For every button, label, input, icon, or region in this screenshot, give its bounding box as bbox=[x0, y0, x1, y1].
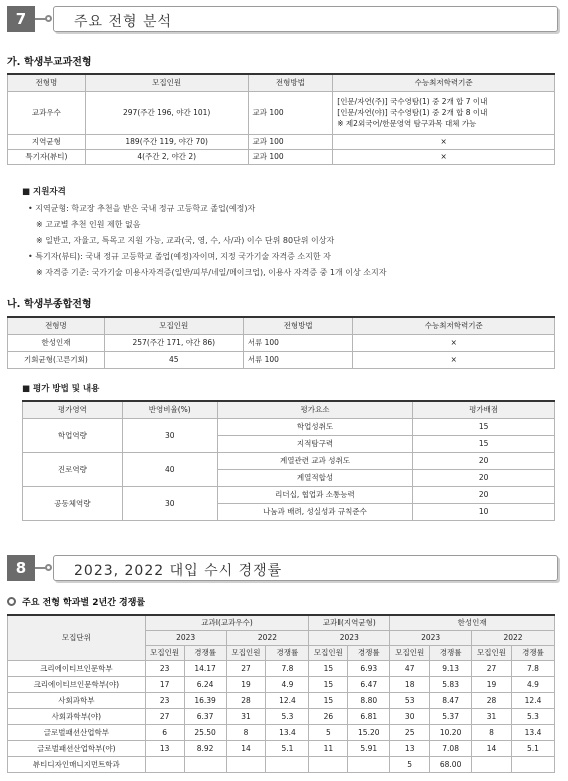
table-row bbox=[8, 740, 555, 756]
subheading-a: 가. 학생부교과전형 bbox=[7, 57, 92, 68]
table-row bbox=[8, 676, 555, 692]
table-row bbox=[8, 334, 555, 351]
value-cell: 27 bbox=[145, 708, 184, 724]
value-cell: 5.3 bbox=[512, 708, 555, 724]
value-cell: 26 bbox=[309, 708, 348, 724]
cell: 20 bbox=[413, 469, 555, 486]
value-cell: 13.4 bbox=[266, 724, 309, 740]
value-cell: 8 bbox=[472, 724, 512, 740]
unit-name-cell: 글로벌패션산업학부 bbox=[8, 724, 146, 740]
cell: 나눔과 배려, 성실성과 규칙준수 bbox=[217, 503, 413, 520]
header-cell: 경쟁률 bbox=[348, 645, 390, 660]
value-cell bbox=[348, 756, 390, 772]
value-cell: 31 bbox=[226, 708, 266, 724]
cell: 40 bbox=[122, 452, 217, 486]
header-cell: 평가영역 bbox=[23, 401, 123, 418]
table-row bbox=[8, 756, 555, 772]
cell: 15 bbox=[413, 418, 555, 435]
cell: × bbox=[353, 351, 555, 368]
section-title-box bbox=[53, 555, 558, 581]
value-cell: 23 bbox=[145, 660, 184, 676]
value-cell: 6 bbox=[145, 724, 184, 740]
section-title-box bbox=[53, 6, 558, 32]
value-cell: 6.37 bbox=[184, 708, 226, 724]
cell: 지적탐구력 bbox=[217, 435, 413, 452]
value-cell: 4.9 bbox=[512, 676, 555, 692]
cell: 15 bbox=[413, 435, 555, 452]
header-cell: 모집인원 bbox=[309, 645, 348, 660]
std-line: [인문/자연(야)] 국수영탐(1) 중 2개 합 8 이내 bbox=[337, 108, 488, 117]
value-cell bbox=[184, 756, 226, 772]
value-cell bbox=[309, 756, 348, 772]
value-cell: 15.20 bbox=[348, 724, 390, 740]
table-b bbox=[7, 316, 555, 369]
header-cell: 경쟁률 bbox=[512, 645, 555, 660]
table-row bbox=[8, 724, 555, 740]
unit-name-cell: 사회과학부(야) bbox=[8, 708, 146, 724]
cell: 교과 100 bbox=[248, 134, 333, 149]
header-cell: 교과Ⅰ(교과우수) bbox=[145, 615, 309, 630]
value-cell: 5.1 bbox=[266, 740, 309, 756]
value-cell: 28 bbox=[472, 692, 512, 708]
support-line: • 지역균형: 학교장 추천을 받은 국내 정규 고등학교 졸업(예정)자 bbox=[28, 204, 256, 213]
value-cell: 19 bbox=[226, 676, 266, 692]
subheading-b: 나. 학생부종합전형 bbox=[7, 299, 92, 310]
cell: 학업성취도 bbox=[217, 418, 413, 435]
connector-dot bbox=[45, 564, 52, 571]
header-cell: 모집인원 bbox=[104, 317, 243, 334]
cell: 교과 100 bbox=[248, 91, 333, 134]
value-cell: 17 bbox=[145, 676, 184, 692]
table-competition bbox=[7, 614, 555, 773]
cell: × bbox=[333, 149, 555, 164]
cell: 공동체역량 bbox=[23, 486, 123, 520]
section-7-header bbox=[7, 6, 558, 32]
value-cell bbox=[266, 756, 309, 772]
header-cell: 2023 bbox=[390, 630, 472, 645]
section-title: 주요 전형 분석 bbox=[74, 14, 173, 30]
eval-title: ■ 평가 방법 및 내용 bbox=[22, 384, 100, 394]
support-title-text: 지원자격 bbox=[33, 187, 66, 197]
header-cell: 모집인원 bbox=[145, 645, 184, 660]
table-row bbox=[8, 660, 555, 676]
header-cell: 모집인원 bbox=[226, 645, 266, 660]
header-cell: 모집인원 bbox=[472, 645, 512, 660]
value-cell: 47 bbox=[390, 660, 430, 676]
table-row bbox=[23, 452, 555, 469]
value-cell: 18 bbox=[390, 676, 430, 692]
value-cell: 8.80 bbox=[348, 692, 390, 708]
cell: 교과우수 bbox=[8, 91, 86, 134]
value-cell: 9.13 bbox=[430, 660, 472, 676]
header-cell: 2023 bbox=[309, 630, 390, 645]
section-8-header bbox=[7, 555, 558, 581]
value-cell bbox=[145, 756, 184, 772]
value-cell: 5.91 bbox=[348, 740, 390, 756]
table-row bbox=[8, 351, 555, 368]
cell: 297(주간 196, 야간 101) bbox=[85, 91, 248, 134]
header-cell: 반영비율(%) bbox=[122, 401, 217, 418]
header-cell: 경쟁률 bbox=[430, 645, 472, 660]
value-cell: 28 bbox=[226, 692, 266, 708]
value-cell: 5 bbox=[309, 724, 348, 740]
value-cell: 13.4 bbox=[512, 724, 555, 740]
cell: 257(주간 171, 야간 86) bbox=[104, 334, 243, 351]
cell: × bbox=[333, 134, 555, 149]
support-line: ※ 자격증 기준: 국가기술 미용사자격증(일반/피부/네일/메이크업), 이용사 자격증 중 1개 이상 소지자 bbox=[36, 268, 387, 277]
std-line: ※ 제2외국어/한문영역 탐구과목 대체 가능 bbox=[337, 119, 477, 128]
cell: 10 bbox=[413, 503, 555, 520]
value-cell: 7.08 bbox=[430, 740, 472, 756]
table-row bbox=[8, 149, 555, 164]
value-cell: 23 bbox=[145, 692, 184, 708]
cell: 기회균형(고른기회) bbox=[8, 351, 105, 368]
header-cell: 모집인원 bbox=[390, 645, 430, 660]
header-cell: 경쟁률 bbox=[266, 645, 309, 660]
value-cell: 19 bbox=[472, 676, 512, 692]
value-cell: 15 bbox=[309, 676, 348, 692]
cell: 30 bbox=[122, 418, 217, 452]
header-cell: 경쟁률 bbox=[184, 645, 226, 660]
cell: 189(주간 119, 야간 70) bbox=[85, 134, 248, 149]
header-cell: 수능최저학력기준 bbox=[353, 317, 555, 334]
header-cell: 2022 bbox=[472, 630, 555, 645]
unit-name-cell: 뷰티디자인매니지먼트학과 bbox=[8, 756, 146, 772]
value-cell: 12.4 bbox=[512, 692, 555, 708]
value-cell: 7.8 bbox=[266, 660, 309, 676]
table-a bbox=[7, 73, 555, 165]
value-cell: 5.37 bbox=[430, 708, 472, 724]
value-cell: 5.3 bbox=[266, 708, 309, 724]
value-cell bbox=[226, 756, 266, 772]
header-cell: 전형명 bbox=[8, 74, 86, 91]
cell bbox=[333, 91, 555, 134]
support-line: ※ 고교별 추천 인원 제한 없음 bbox=[36, 220, 141, 229]
unit-name-cell: 크리에이티브인문학부 bbox=[8, 660, 146, 676]
header-cell: 평가요소 bbox=[217, 401, 413, 418]
header-cell: 평가배점 bbox=[413, 401, 555, 418]
cell: × bbox=[353, 334, 555, 351]
value-cell: 8.47 bbox=[430, 692, 472, 708]
value-cell bbox=[472, 756, 512, 772]
value-cell: 8.92 bbox=[184, 740, 226, 756]
header-cell: 전형명 bbox=[8, 317, 105, 334]
value-cell: 14.17 bbox=[184, 660, 226, 676]
value-cell: 8 bbox=[226, 724, 266, 740]
value-cell: 5.83 bbox=[430, 676, 472, 692]
value-cell: 14 bbox=[226, 740, 266, 756]
value-cell bbox=[512, 756, 555, 772]
competition-body bbox=[8, 660, 555, 772]
table-row bbox=[8, 708, 555, 724]
cell: 교과 100 bbox=[248, 149, 333, 164]
cell: 진로역량 bbox=[23, 452, 123, 486]
value-cell: 13 bbox=[390, 740, 430, 756]
value-cell: 14 bbox=[472, 740, 512, 756]
value-cell: 6.24 bbox=[184, 676, 226, 692]
value-cell: 16.39 bbox=[184, 692, 226, 708]
cell: 한성인재 bbox=[8, 334, 105, 351]
value-cell: 27 bbox=[472, 660, 512, 676]
cell: 45 bbox=[104, 351, 243, 368]
value-cell: 6.93 bbox=[348, 660, 390, 676]
header-cell: 교과Ⅱ(지역균형) bbox=[309, 615, 390, 630]
cell: 20 bbox=[413, 452, 555, 469]
support-title: ■ 지원자격 bbox=[22, 187, 66, 197]
value-cell: 7.8 bbox=[512, 660, 555, 676]
value-cell: 5.1 bbox=[512, 740, 555, 756]
section-title: 2023, 2022 대입 수시 경쟁률 bbox=[74, 563, 283, 579]
value-cell: 12.4 bbox=[266, 692, 309, 708]
table-eval bbox=[22, 400, 555, 521]
value-cell: 68.00 bbox=[430, 756, 472, 772]
cell: 30 bbox=[122, 486, 217, 520]
header-cell: 수능최저학력기준 bbox=[333, 74, 555, 91]
eval-title-text: 평가 방법 및 내용 bbox=[33, 384, 100, 394]
value-cell: 6.81 bbox=[348, 708, 390, 724]
table-row bbox=[8, 134, 555, 149]
support-line: • 특기자(뷰티): 국내 정규 고등학교 졸업(예정)자이며, 지정 국가기술 자격증 소지한 자 bbox=[28, 252, 331, 261]
header-cell: 전형방법 bbox=[248, 74, 333, 91]
table-row bbox=[23, 486, 555, 503]
table-row bbox=[8, 692, 555, 708]
unit-name-cell: 크리에이티브인문학부(야) bbox=[8, 676, 146, 692]
header-cell: 모집인원 bbox=[85, 74, 248, 91]
value-cell: 10.20 bbox=[430, 724, 472, 740]
circle-bullet-icon bbox=[7, 597, 16, 606]
value-cell: 53 bbox=[390, 692, 430, 708]
value-cell: 11 bbox=[309, 740, 348, 756]
value-cell: 5 bbox=[390, 756, 430, 772]
section-number: 7 bbox=[7, 6, 35, 32]
value-cell: 30 bbox=[390, 708, 430, 724]
cell: 계열관련 교과 성취도 bbox=[217, 452, 413, 469]
header-cell: 2023 bbox=[145, 630, 226, 645]
header-cell: 전형방법 bbox=[243, 317, 353, 334]
value-cell: 4.9 bbox=[266, 676, 309, 692]
cell: 서류 100 bbox=[243, 334, 353, 351]
cell: 리더십, 협업과 소통능력 bbox=[217, 486, 413, 503]
table-row bbox=[8, 91, 555, 134]
unit-name-cell: 글로벌패션산업학부(야) bbox=[8, 740, 146, 756]
value-cell: 31 bbox=[472, 708, 512, 724]
header-cell: 모집단위 bbox=[8, 615, 146, 660]
cell: 서류 100 bbox=[243, 351, 353, 368]
cell: 20 bbox=[413, 486, 555, 503]
connector-dot bbox=[45, 15, 52, 22]
cell: 특기자(뷰티) bbox=[8, 149, 86, 164]
competition-subheading: 주요 전형 학과별 2년간 경쟁률 bbox=[22, 598, 146, 608]
unit-name-cell: 사회과학부 bbox=[8, 692, 146, 708]
section-number: 8 bbox=[7, 555, 35, 581]
std-line: [인문/자연(주)] 국수영탐(1) 중 2개 합 7 이내 bbox=[337, 97, 488, 106]
cell: 4(주간 2, 야간 2) bbox=[85, 149, 248, 164]
value-cell: 25.50 bbox=[184, 724, 226, 740]
header-cell: 한성인재 bbox=[390, 615, 555, 630]
header-cell: 2022 bbox=[226, 630, 309, 645]
table-row bbox=[23, 418, 555, 435]
cell: 계열적합성 bbox=[217, 469, 413, 486]
value-cell: 25 bbox=[390, 724, 430, 740]
value-cell: 15 bbox=[309, 692, 348, 708]
value-cell: 15 bbox=[309, 660, 348, 676]
cell: 학업역량 bbox=[23, 418, 123, 452]
value-cell: 6.47 bbox=[348, 676, 390, 692]
value-cell: 27 bbox=[226, 660, 266, 676]
cell: 지역균형 bbox=[8, 134, 86, 149]
support-line: ※ 일반고, 자율고, 특목고 지원 가능, 교과(국, 영, 수, 사/과) 이수 단위 80단위 이상자 bbox=[36, 236, 335, 245]
value-cell: 13 bbox=[145, 740, 184, 756]
